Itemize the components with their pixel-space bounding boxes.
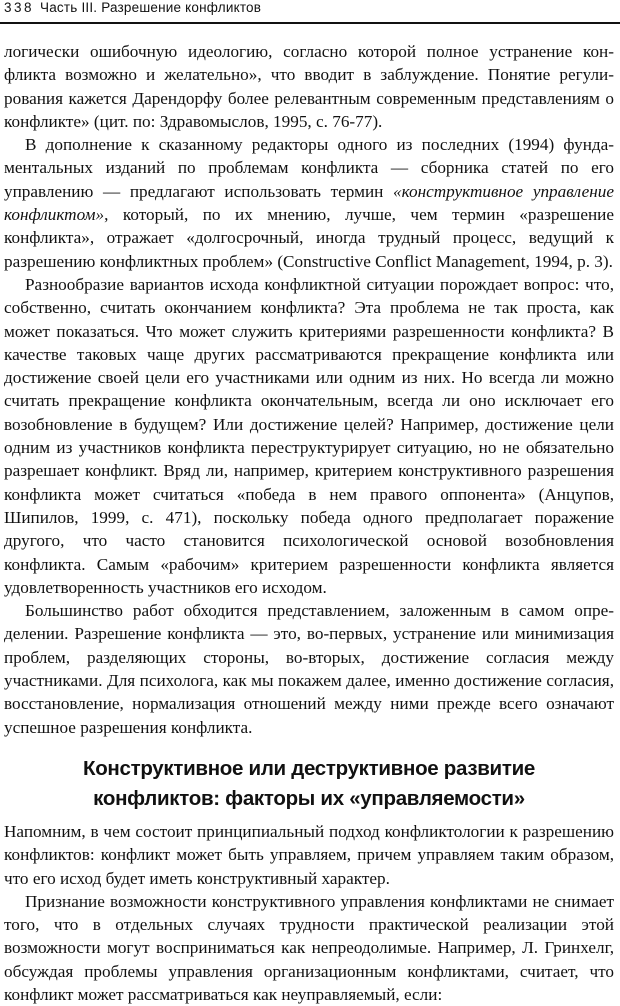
paragraph: Признание возможности конструктивного управления конфликтами не снимает того, что в отдельных случаях трудности практической реализации этой возможности могут восприниматься как непреодолимые. Например, Л. Гринхелг, обсуждая проблемы управления организационным конфликтами, считает, что конфликт может рассматриваться как неуправляемый, если: [4,891,614,1004]
paragraph: Большинство работ обходится представлением, заложенным в самом определении. Разрешение конфликта — это, во-первых, устранение или минимизация проблем, разделяющих стороны, во-вторых, достижение согласия между участниками. Для психолога, как мы покажем далее, именно достижение согласия, восстановление, нормализация отношений между ними прежде всего означают успешное разрешения конфликта. [4,601,614,737]
running-title: Часть III. Разрешение конфликтов [40,0,262,15]
running-header [4,0,261,15]
paragraph-text: , который, по их мнению, лучше, чем термин «разрешение конфликта», отражает «долгосрочный, иногда трудный процесс, ведущий к разрешению конфликтных проблем» (Constructive Conflict Management, 1994, p. 3). [4,205,614,271]
emphasized-term: «конструктивное управление конфликтом» [4,181,614,225]
paragraph: Напомним, в чем состоит принципиальный подход конфликтологии к разрешению конфликтов: конфликт может быть управляем, причем управляем таким образом, что его исход будет иметь конструктивный характер. [4,821,614,888]
paragraph: логически ошибочную идеологию, согласно которой полное устранение конфликта возможно и желательно», что вводит в заблуждение. Понятие регулирования кажется Дарендорфу более релевантным современным представлениям о конфликте» (цит. по: Здравомыслов, 1995, с. 76-77). [4,42,614,131]
paragraph [4,133,614,273]
header-rule [0,22,620,24]
section-heading-line: конфликтов: факторы их «управляемости» [93,786,525,810]
paragraph: Разнообразие вариантов исхода конфликтной ситуации порождает вопрос: что, собственно, считать окончанием конфликта? Эта проблема не так проста, как может показаться. Что может служить критериями разрешенности конфликта? В качестве таковых чаще других рассматриваются прекращение конфликта или достижение своей цели его участниками или одним из них. Но всегда ли можно считать прекращение конфликта окончательным, всегда ли оно исключает его возобновление в будущем? Или достижение целей? Например, достижение цели одним из участников конфликта переструктурирует ситуацию, но не обязательно разрешает конфликт. Вряд ли, например, критерием конструктивного разрешения конфликта может считаться «победа в нем правого оппонента» (Анцупов, Шипилов, 1999, с. 471), поскольку победа одного предполагает поражение другого, что часто становится психологической основой возобновления конфликта. Самым «рабочим» критерием разрешенности конфликта является удовлетворенность участников его исходом. [4,274,614,597]
section-heading [4,754,614,814]
section-heading-line: Конструктивное или деструктивное развитие [83,756,535,780]
paragraph-text: В дополнение к сказанному редакторы одного из последних (1994) фундаментальных изданий по проблемам конфликта — сборника статей по его управлению — предлагают использовать термин [4,135,614,201]
page-number: 338 [4,0,35,15]
body-text [4,40,614,1006]
